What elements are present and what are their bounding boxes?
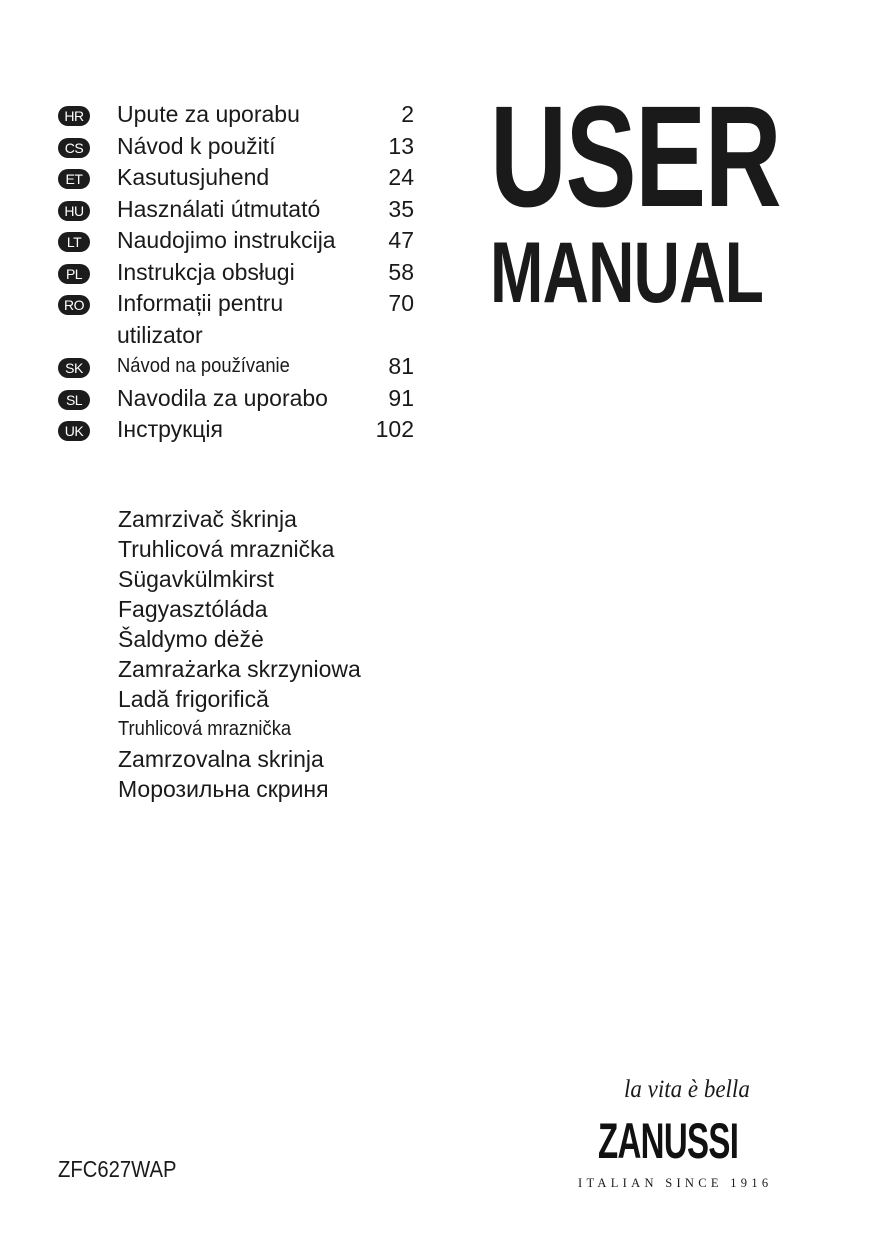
product-name: Šaldymo dėžė [118, 626, 264, 652]
table-of-contents [58, 99, 414, 446]
product-name: Truhlicová mraznička [118, 718, 292, 740]
toc-page-number: 102 [375, 416, 414, 442]
brand-slogan: la vita è bella [624, 1076, 750, 1103]
document-title [490, 76, 790, 321]
product-name: Truhlicová mraznička [118, 536, 335, 562]
language-badge: CS [58, 138, 90, 158]
toc-page-number: 24 [388, 164, 414, 190]
language-badge: SL [58, 390, 90, 410]
toc-title: Upute za uporabu [117, 101, 300, 127]
toc-page-number: 70 [388, 290, 414, 316]
toc-row-ro[interactable] [58, 288, 414, 351]
toc-row-uk[interactable] [58, 414, 414, 446]
toc-title: Naudojimo instrukcija [117, 227, 336, 253]
toc-row-sk[interactable] [58, 351, 414, 383]
toc-title: Návod k použití [117, 132, 276, 159]
zanussi-logo: ZANUSSI [598, 1113, 739, 1169]
toc-row-sl[interactable] [58, 383, 414, 415]
brand-tagline: ITALIAN SINCE 1916 [578, 1176, 773, 1190]
language-badge: ET [58, 169, 90, 189]
language-badge: SK [58, 358, 90, 378]
toc-page-number: 35 [388, 195, 414, 222]
toc-title: Navodila za uporabo [117, 384, 328, 411]
product-name: Zamrzovalna skrinja [118, 746, 324, 772]
language-badge: HU [58, 201, 90, 221]
toc-page-number: 58 [388, 258, 414, 285]
product-name: Fagyasztóláda [118, 596, 268, 622]
toc-page-number: 47 [388, 227, 414, 253]
language-badge: PL [58, 264, 90, 284]
language-badge: RO [58, 295, 90, 315]
product-name: Морозильна скриня [118, 776, 329, 802]
product-name-list [118, 504, 361, 804]
language-badge: HR [58, 106, 90, 126]
toc-page-number: 13 [388, 132, 414, 159]
toc-row-pl[interactable] [58, 257, 414, 289]
toc-title: Informații pentru utilizator [117, 290, 284, 348]
toc-page-number: 2 [401, 101, 414, 127]
toc-page-number: 81 [388, 353, 414, 379]
toc-page-number: 91 [388, 384, 414, 411]
language-badge: LT [58, 232, 90, 252]
toc-row-lt[interactable] [58, 225, 414, 257]
model-number: ZFC627WAP [58, 1156, 177, 1182]
title-line-user: USER [490, 76, 781, 237]
product-name: Zamrzivač škrinja [118, 506, 297, 532]
product-name: Sügavkülmkirst [118, 566, 274, 592]
product-name: Zamrażarka skrzyniowa [118, 656, 361, 682]
toc-row-hu[interactable] [58, 194, 414, 226]
product-name: Ladă frigorifică [118, 686, 269, 712]
toc-title: Használati útmutató [117, 195, 321, 222]
toc-row-hr[interactable] [58, 99, 414, 131]
title-line-manual: MANUAL [490, 225, 764, 321]
toc-row-et[interactable] [58, 162, 414, 194]
language-badge: UK [58, 421, 90, 441]
toc-title: Kasutusjuhend [117, 164, 270, 190]
toc-title: Інструкція [117, 416, 223, 442]
toc-title: Instrukcja obsługi [117, 258, 295, 285]
toc-row-cs[interactable] [58, 131, 414, 163]
toc-title: Návod na používanie [117, 355, 290, 377]
